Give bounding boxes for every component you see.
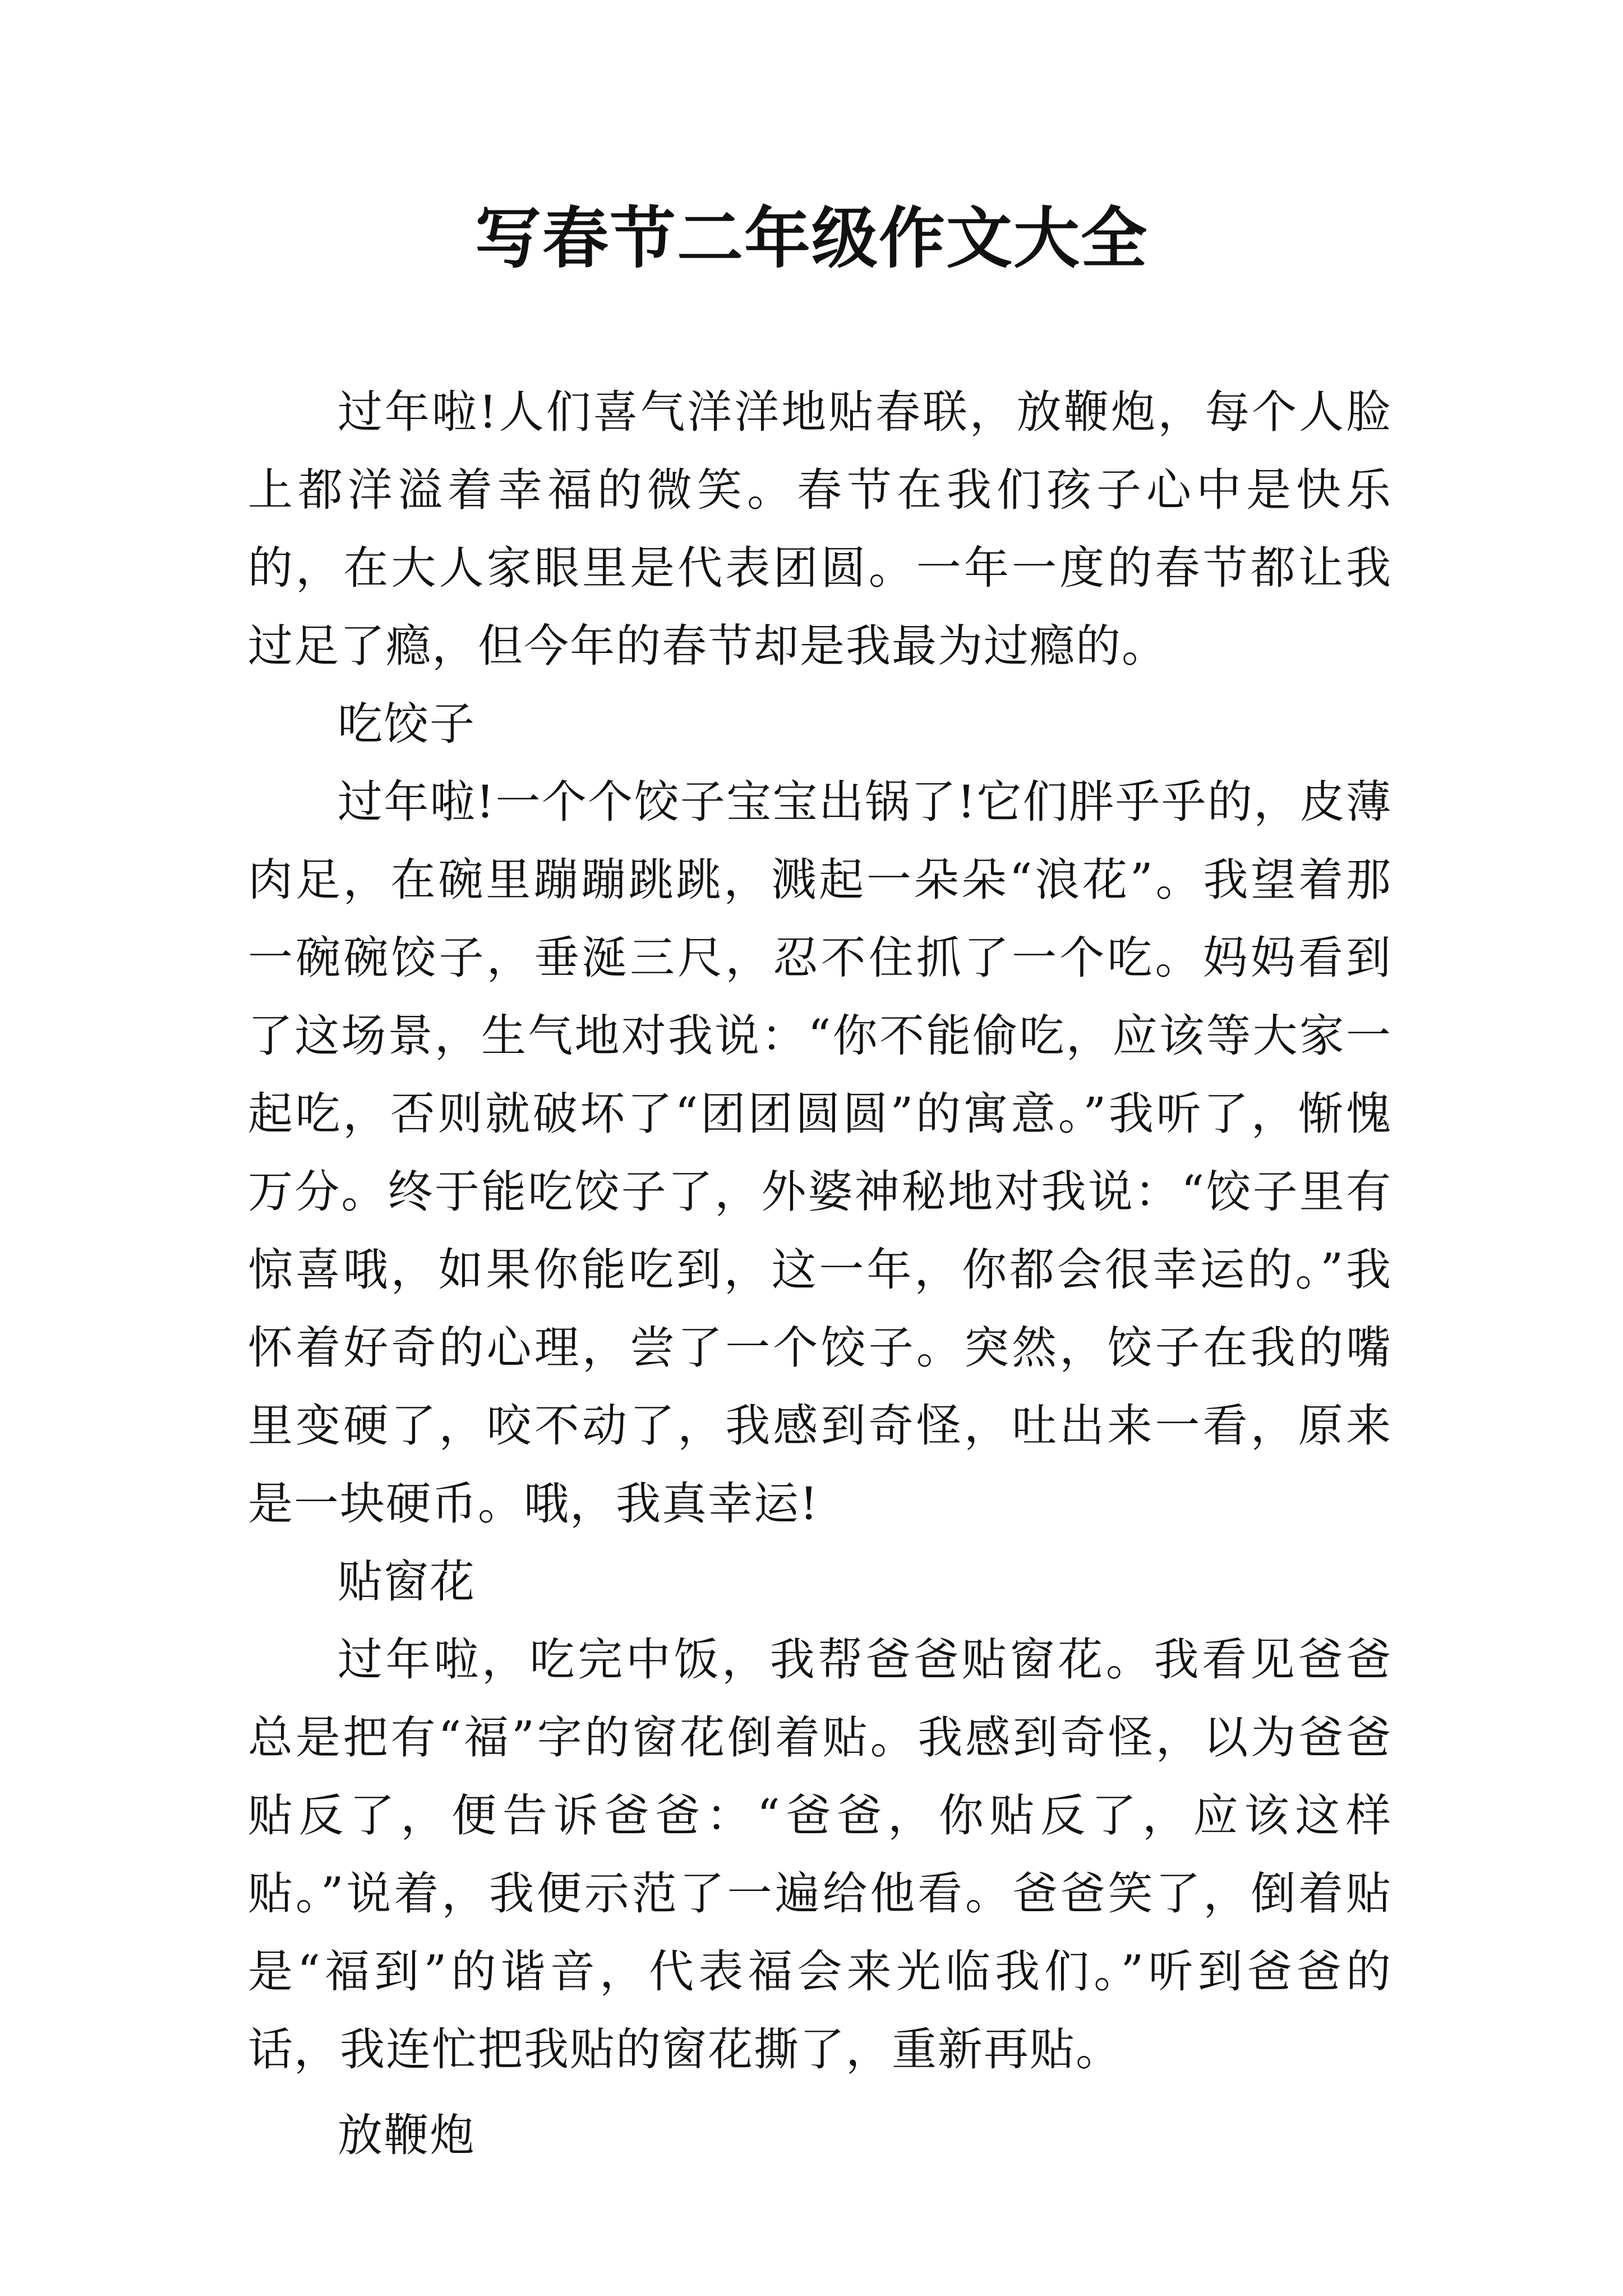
document-title: 写春节二年级作文大全 bbox=[474, 199, 1148, 277]
section-heading-dumplings: 吃饺子 bbox=[338, 698, 476, 750]
section-body-window-flowers: 过年啦，吃完中饭，我帮爸爸贴窗花。我看见爸爸总是把有“福”字的窗花倒着贴。我感到奇怪，以为爸爸贴反了，便告诉爸爸：“爸爸，你贴反了，应该这样贴。”说着，我便示范了一遍给他看。爸爸笑了，倒着贴是“福到”的谐音，代表福会来光临我们。”听到爸爸的话，我连忙把我贴的窗花撕了，重新再贴。 bbox=[248, 1634, 1392, 2076]
section-heading-firecrackers: 放鞭炮 bbox=[338, 2109, 476, 2161]
section-heading-window-flowers: 贴窗花 bbox=[338, 1556, 476, 1608]
section-body-dumplings: 过年啦!一个个饺子宝宝出锅了!它们胖乎乎的，皮薄肉足，在碗里蹦蹦跳跳，溅起一朵朵“浪花”。我望着那一碗碗饺子，垂涎三尺，忍不住抓了一个吃。妈妈看到了这场景，生气地对我说：“你不能偷吃，应该等大家一起吃，否则就破坏了“团团圆圆”的寓意。”我听了，惭愧万分。终于能吃饺子了，外婆神秘地对我说：“饺子里有惊喜哦，如果你能吃到，这一年，你都会很幸运的。”我怀着好奇的心理，尝了一个饺子。突然，饺子在我的嘴里变硬了，咬不动了，我感到奇怪，吐出来一看，原来是一块硬币。哦，我真幸运! bbox=[248, 776, 1392, 1530]
intro-paragraph: 过年啦!人们喜气洋洋地贴春联，放鞭炮，每个人脸上都洋溢着幸福的微笑。春节在我们孩子心中是快乐的，在大人家眼里是代表团圆。一年一度的春节都让我过足了瘾，但今年的春节却是我最为过瘾的。 bbox=[248, 386, 1392, 672]
document-body bbox=[248, 373, 1392, 2174]
